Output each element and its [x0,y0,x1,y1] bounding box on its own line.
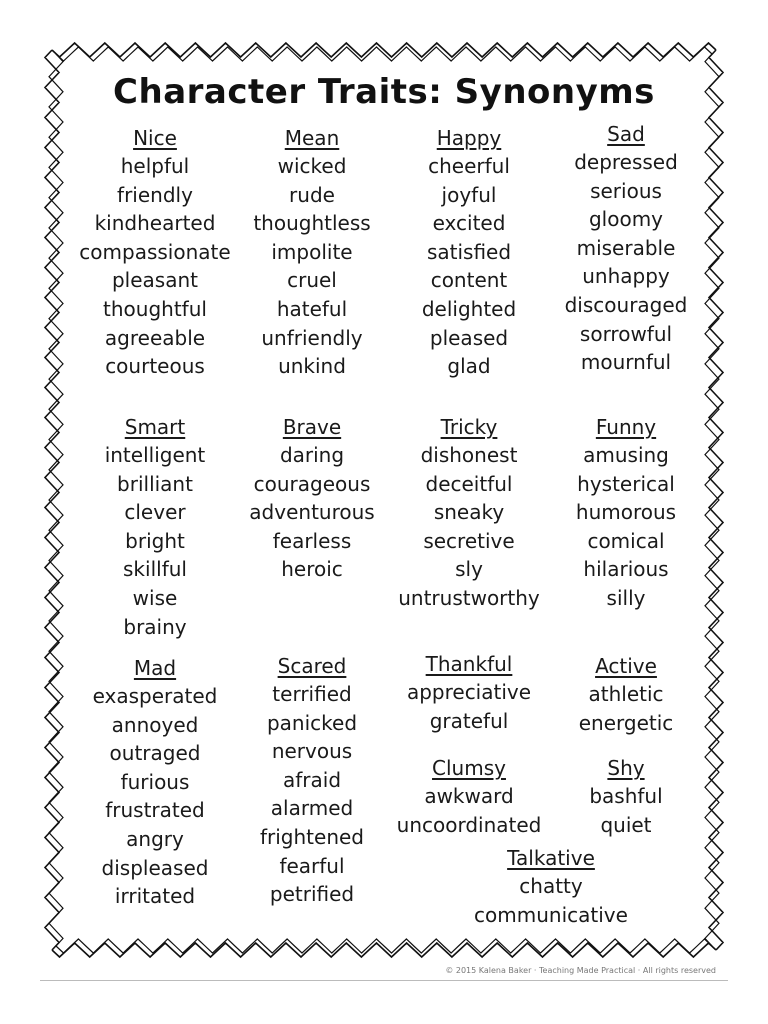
synonym-word: athletic [588,682,664,706]
synonym-word: skillful [123,557,187,582]
trait-group-sad [531,120,721,377]
synonym-word: friendly [117,182,193,207]
trait-heading: Thankful [425,652,513,676]
synonym-word: grateful [429,708,509,733]
synonym-word: courageous [253,471,371,496]
synonym-word: untrustworthy [398,585,540,610]
synonym-word: pleasant [111,268,198,293]
synonym-word: afraid [282,767,342,792]
synonym-word: courteous [105,354,205,379]
synonym-word: sorrowful [579,321,673,346]
trait-heading: Mad [133,656,177,680]
synonym-word: intelligent [104,443,206,467]
trait-heading: Funny [595,415,657,439]
synonym-word: exasperated [92,684,218,708]
footer-rule [40,980,728,981]
synonym-list [531,148,721,377]
synonym-word: furious [120,769,190,794]
trait-group-funny [531,413,721,613]
synonym-word: clever [124,500,186,525]
synonym-list [456,872,646,929]
synonym-word: thoughtful [103,296,207,321]
synonym-word: unfriendly [261,325,363,350]
synonym-list [531,441,721,613]
zigzag-edge [45,50,59,950]
synonym-word: hilarious [583,557,669,582]
synonym-word: hysterical [577,471,675,496]
trait-heading: Nice [133,126,177,150]
trait-heading: Happy [436,126,502,150]
zigzag-edge [52,43,716,57]
synonym-word: hateful [276,296,348,321]
synonym-word: comical [587,528,665,553]
synonym-word: uncoordinated [396,812,542,837]
synonym-word: awkward [424,784,514,808]
trait-heading: Tricky [440,415,498,439]
trait-heading: Clumsy [432,756,506,780]
synonym-word: wise [132,585,178,610]
trait-heading: Talkative [507,846,595,870]
copyright-footer: © 2015 Kalena Baker · Teaching Made Practical · All rights reserved [445,966,716,975]
synonym-word: agreeable [104,325,206,350]
synonym-word: energetic [578,710,674,735]
trait-group-shy [531,754,721,839]
synonym-word: secretive [423,528,515,553]
synonym-word: displeased [101,855,209,880]
synonym-word: rude [289,182,335,207]
trait-heading: Shy [607,756,645,780]
page-title: Character Traits: Synonyms [113,72,655,112]
synonym-word: compassionate [79,239,231,264]
synonym-word: adventurous [249,500,375,525]
synonym-word: alarmed [270,796,354,821]
synonym-word: frustrated [105,798,205,823]
synonym-word: silly [606,585,646,610]
synonym-word: dishonest [420,443,518,467]
synonym-word: fearless [272,528,352,553]
synonym-word: deceitful [425,471,513,496]
synonym-word: amusing [583,443,669,467]
synonym-word: sneaky [433,500,505,525]
synonym-word: joyful [441,182,497,207]
synonym-word: outraged [109,741,201,766]
synonym-word: miserable [576,235,676,260]
synonym-list [531,782,721,839]
synonym-word: bashful [589,784,663,808]
trait-heading: Sad [607,122,645,146]
synonym-word: kindhearted [94,211,216,236]
synonym-word: pleased [429,325,509,350]
synonym-word: frightened [259,824,364,849]
synonym-word: mournful [580,350,672,375]
synonym-word: annoyed [111,712,199,737]
synonym-word: helpful [120,154,190,178]
synonym-word: cruel [287,268,337,293]
synonym-word: satisfied [426,239,512,264]
synonym-word: heroic [281,557,343,582]
synonym-word: brainy [123,614,187,639]
synonym-word: petrified [269,882,355,907]
synonym-word: panicked [266,710,358,735]
synonym-word: irritated [114,884,196,909]
synonym-word: unkind [278,354,346,379]
synonym-word: thoughtless [253,211,371,236]
synonym-word: bright [125,528,185,553]
trait-heading: Brave [282,415,342,439]
synonym-word: gloomy [588,207,664,232]
synonym-word: terrified [272,682,352,706]
synonym-word: delighted [421,296,517,321]
synonym-word: brilliant [117,471,193,496]
synonym-word: fearful [279,853,345,878]
synonym-word: chatty [519,874,583,898]
synonym-word: excited [432,211,506,236]
synonym-word: depressed [574,150,678,174]
synonym-word: communicative [474,902,628,927]
synonym-word: glad [447,354,491,379]
synonym-word: content [430,268,508,293]
trait-heading: Smart [124,415,186,439]
synonym-word: serious [590,178,662,203]
synonym-list [531,680,721,737]
trait-group-active [531,652,721,737]
synonym-word: nervous [271,739,353,764]
synonym-word: impolite [271,239,353,264]
trait-heading: Active [595,654,657,678]
zigzag-edge [52,943,716,957]
synonym-word: humorous [575,500,677,525]
synonym-word: quiet [600,812,652,837]
trait-group-talkative [456,844,646,929]
synonym-word: appreciative [406,680,532,704]
synonym-word: sly [455,557,483,582]
synonym-word: unhappy [582,264,670,289]
synonym-word: discouraged [564,292,688,317]
synonym-word: cheerful [428,154,510,178]
synonym-word: wicked [277,154,347,178]
synonym-word: angry [126,826,184,851]
trait-heading: Mean [284,126,340,150]
synonym-word: daring [279,443,345,467]
trait-heading: Scared [277,654,347,678]
